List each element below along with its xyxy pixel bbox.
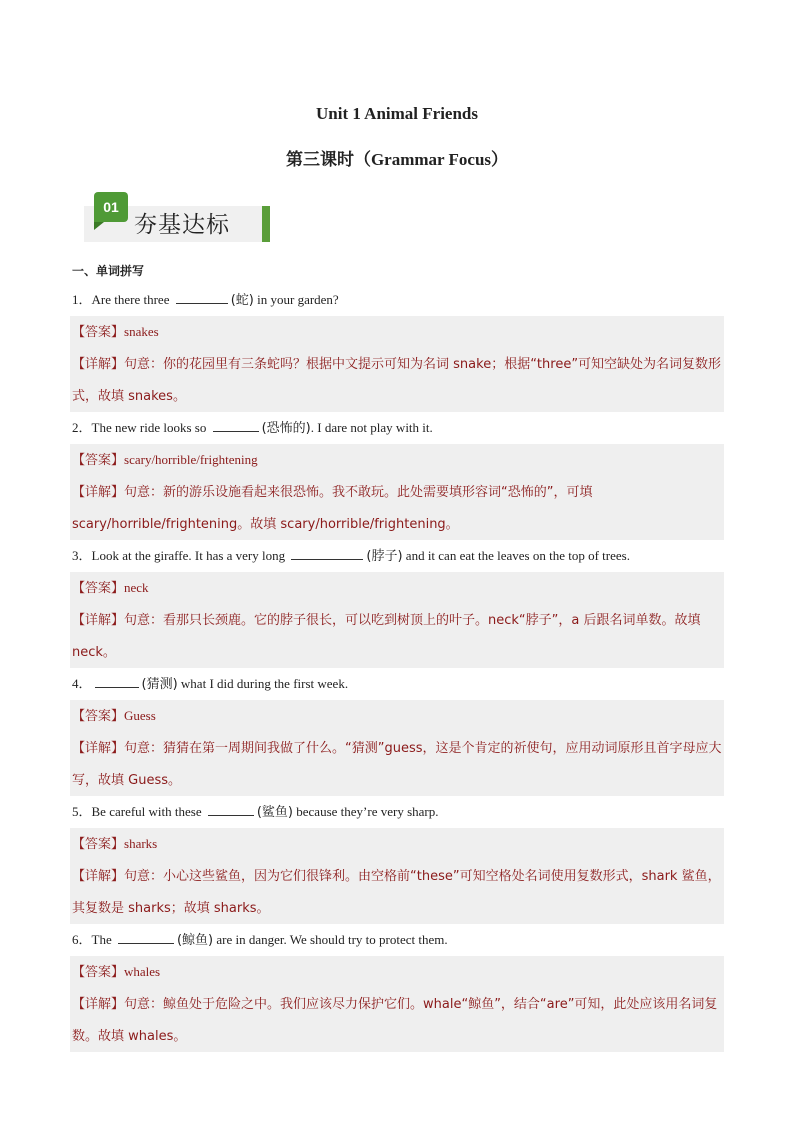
answer-blank <box>213 419 259 432</box>
banner-accent-strip <box>262 206 270 242</box>
detail-tag: 【详解】 <box>72 485 125 500</box>
section-banner <box>84 190 272 246</box>
answer-blank <box>208 803 254 816</box>
answer-tag: 【答案】 <box>72 581 125 596</box>
question-text-after: because they’re very sharp. <box>293 804 439 819</box>
detail-text: 句意：小心这些鲨鱼，因为它们很锋利。由空格前“these”可知空格处名词使用复数形式，shark 鲨鱼，其复数是 sharks；故填 sharks。 <box>72 869 721 916</box>
chinese-hint: (鲨鱼) <box>256 805 294 820</box>
section-title: 一、单词拼写 <box>72 264 145 278</box>
answer-text: sharks <box>124 836 158 851</box>
answer-tag: 【答案】 <box>72 325 125 340</box>
chinese-hint: (恐怖的) <box>261 421 311 436</box>
chinese-hint: (鲸鱼) <box>176 933 214 948</box>
question-number: 5． <box>72 804 92 819</box>
question-text-before: The <box>91 932 115 947</box>
detail-text: 句意：猜猜在第一周期间我做了什么。“猜测”guess，这是个肯定的祈使句，应用动词原形且首字母应大写，故填 Guess。 <box>72 741 722 788</box>
detail-tag: 【详解】 <box>72 741 125 756</box>
question-text-after: . I dare not play with it. <box>310 420 433 435</box>
answer-box-4 <box>70 700 724 796</box>
question-4 <box>70 668 724 700</box>
question-number: 6． <box>72 932 92 947</box>
answer-tag: 【答案】 <box>72 837 125 852</box>
question-5 <box>70 796 724 828</box>
answer-tag: 【答案】 <box>72 709 125 724</box>
answer-tag: 【答案】 <box>72 453 125 468</box>
question-2 <box>70 412 724 444</box>
question-text-before: Be careful with these <box>91 804 205 819</box>
detail-text: 句意：新的游乐设施看起来很恐怖。我不敢玩。此处需要填形容词“恐怖的”，可填 scary/horrible/frightening。故填 scary/horrible/frightening。 <box>72 485 593 532</box>
question-3 <box>70 540 724 572</box>
banner-label: 夯基达标 <box>134 212 230 238</box>
chinese-hint: (脖子) <box>366 549 403 564</box>
question-text-before: Are there three <box>91 292 173 307</box>
document-title: Unit 1 Animal Friends <box>316 104 478 123</box>
question-6 <box>70 924 724 956</box>
detail-text: 句意：看那只长颈鹿。它的脖子很长，可以吃到树顶上的叶子。neck“脖子”，a 后跟名词单数。故填 neck。 <box>72 613 701 660</box>
question-text-after: what I did during the first week. <box>177 676 349 691</box>
answer-tag: 【答案】 <box>72 965 125 980</box>
answer-text: neck <box>124 580 149 595</box>
answer-blank <box>176 291 228 304</box>
detail-text: 句意：鲸鱼处于危险之中。我们应该尽力保护它们。whale“鲸鱼”，结合“are”可知，此处应该用名词复数。故填 whales。 <box>72 997 718 1044</box>
question-text-after: in your garden? <box>253 292 339 307</box>
question-text-after: are in danger. We should try to protect them. <box>213 932 448 947</box>
answer-box-3 <box>70 572 724 668</box>
answer-box-6 <box>70 956 724 1052</box>
answer-blank <box>118 931 174 944</box>
banner-number-badge: 01 <box>94 192 128 222</box>
answer-text: whales <box>124 964 161 979</box>
badge-tail <box>94 222 104 230</box>
question-number: 1． <box>72 292 92 307</box>
chinese-hint: (猜测) <box>141 677 178 692</box>
chinese-hint: (蛇) <box>230 293 254 308</box>
answer-text: Guess <box>124 708 156 723</box>
question-number: 3． <box>72 548 92 563</box>
answer-text: snakes <box>124 324 159 339</box>
answer-box-1 <box>70 316 724 412</box>
document-subtitle: 第三课时（Grammar Focus） <box>285 150 509 169</box>
detail-tag: 【详解】 <box>72 869 125 884</box>
answer-text: scary/horrible/frightening <box>124 452 258 467</box>
question-1 <box>70 284 724 316</box>
question-number: 2． <box>72 420 92 435</box>
question-text-before: Look at the giraffe. It has a very long <box>91 548 289 563</box>
answer-box-2 <box>70 444 724 540</box>
answer-blank <box>95 675 139 688</box>
answer-box-5 <box>70 828 724 924</box>
question-number: 4． <box>72 676 92 691</box>
answer-blank <box>291 547 363 560</box>
detail-text: 句意：你的花园里有三条蛇吗？根据中文提示可知为名词 snake；根据“three”可知空缺处为名词复数形式，故填 snakes。 <box>72 357 722 404</box>
detail-tag: 【详解】 <box>72 613 125 628</box>
question-text-after: and it can eat the leaves on the top of trees. <box>402 548 630 563</box>
question-list <box>70 284 724 1052</box>
question-text-before: The new ride looks so <box>91 420 210 435</box>
detail-tag: 【详解】 <box>72 997 125 1012</box>
detail-tag: 【详解】 <box>72 357 125 372</box>
